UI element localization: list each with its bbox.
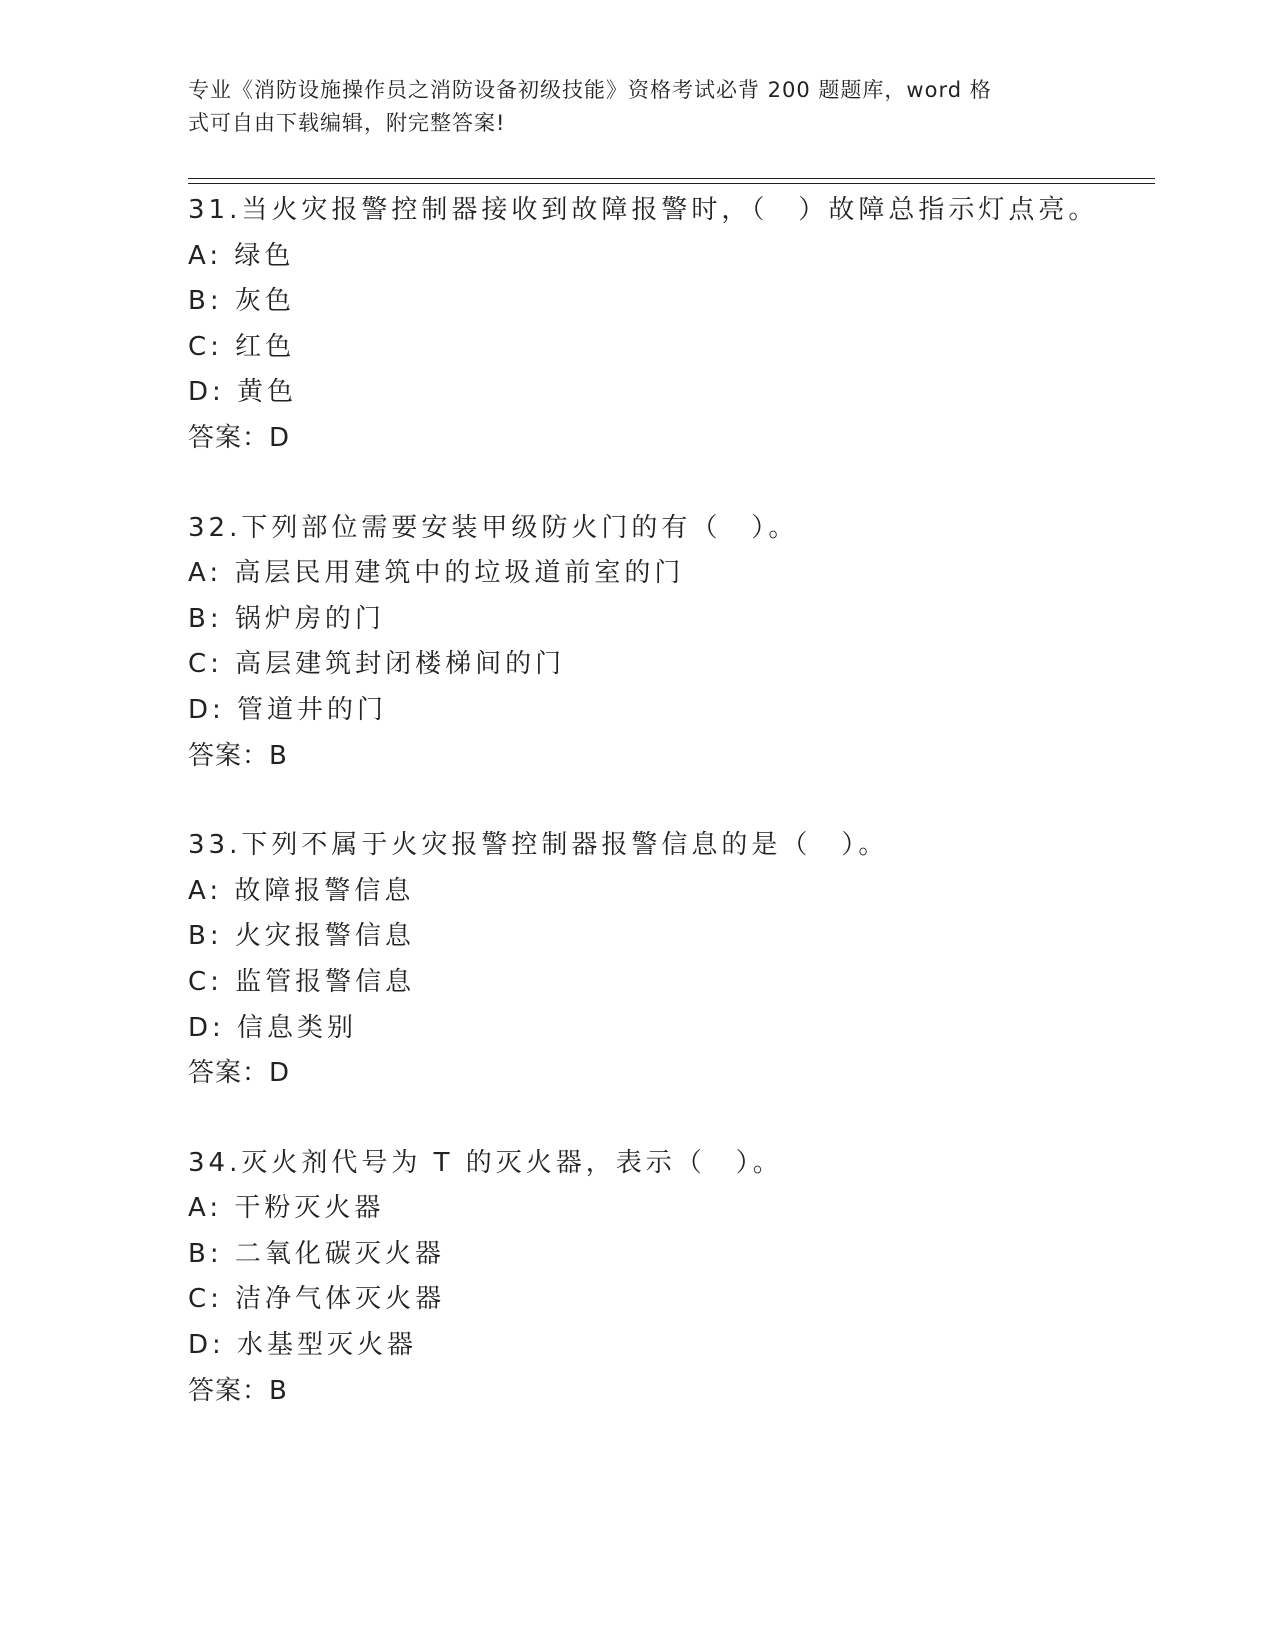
question-stem: 31.当火灾报警控制器接收到故障报警时，（ ）故障总指示灯点亮。 bbox=[188, 195, 1099, 225]
question-list bbox=[188, 188, 1148, 1458]
question-stem: 32.下列部位需要安装甲级防火门的有（ ）。 bbox=[188, 512, 799, 543]
question-stem: 34.灭火剂代号为 T 的灭火器，表示（ ）。 bbox=[188, 1147, 783, 1178]
question-32 bbox=[188, 506, 1148, 780]
header-line-2: 式可自由下载编辑，附完整答案! bbox=[188, 111, 506, 135]
option-a: A: 干粉灭火器 bbox=[188, 1193, 385, 1224]
option-b: B: 火灾报警信息 bbox=[188, 921, 415, 952]
header-divider-top bbox=[188, 178, 1155, 179]
question-stem: 33.下列不属于火灾报警控制器报警信息的是（ ）。 bbox=[188, 830, 889, 861]
answer-label: 答案：D bbox=[188, 1058, 291, 1089]
question-33 bbox=[188, 823, 1148, 1097]
option-d: D: 水基型灭火器 bbox=[188, 1330, 418, 1361]
option-d: D: 信息类别 bbox=[188, 1012, 358, 1043]
option-a: A: 故障报警信息 bbox=[188, 875, 415, 906]
option-d: D: 管道井的门 bbox=[188, 694, 388, 725]
answer-label: 答案：D bbox=[188, 422, 291, 453]
option-c: C: 高层建筑封闭楼梯间的门 bbox=[188, 649, 566, 680]
document-header bbox=[188, 74, 1068, 140]
option-b: B: 灰色 bbox=[188, 286, 295, 317]
option-b: B: 二氧化碳灭火器 bbox=[188, 1238, 445, 1269]
option-c: C: 监管报警信息 bbox=[188, 966, 416, 997]
answer-label: 答案：B bbox=[188, 740, 288, 771]
header-divider-bottom bbox=[188, 183, 1155, 184]
question-34 bbox=[188, 1141, 1148, 1415]
answer-label: 答案：B bbox=[188, 1375, 288, 1406]
option-d: D: 黄色 bbox=[188, 377, 298, 408]
option-b: B: 锅炉房的门 bbox=[188, 603, 385, 634]
option-c: C: 洁净气体灭火器 bbox=[188, 1284, 446, 1315]
option-a: A: 高层民用建筑中的垃圾道前室的门 bbox=[188, 558, 685, 589]
option-c: C: 红色 bbox=[188, 331, 296, 362]
option-a: A: 绿色 bbox=[188, 240, 295, 271]
question-31 bbox=[188, 188, 1148, 462]
header-line-1: 专业《消防设施操作员之消防设备初级技能》资格考试必背 200 题题库，word 格 bbox=[188, 78, 992, 102]
